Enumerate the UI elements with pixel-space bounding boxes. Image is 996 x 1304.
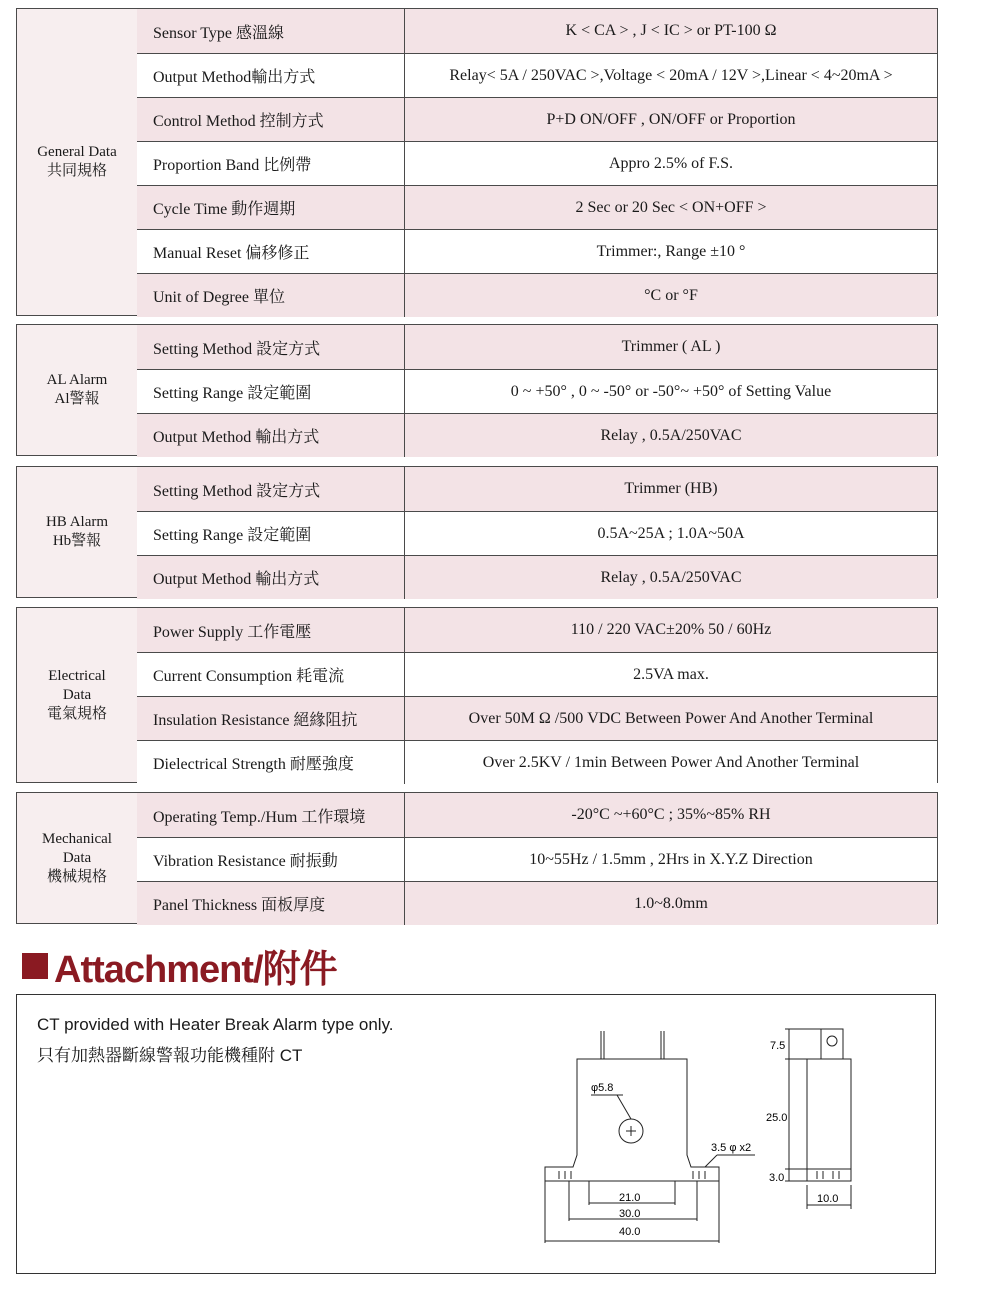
spec-value: 1.0~8.0mm [634,894,708,912]
spec-label: Current Consumption 耗電流 [137,653,405,696]
spec-row [137,467,937,511]
spec-row [137,511,937,555]
spec-row [137,608,937,652]
spec-row [137,97,937,141]
group-category-line: General Data [37,144,117,160]
spec-row [137,273,937,317]
spec-value: Trimmer (HB) [624,480,718,497]
dim-10-label: 10.0 [817,1193,839,1205]
spec-value: Over 2.5KV / 1min Between Power And Another Terminal [482,753,860,771]
spec-label: Setting Method 設定方式 [137,467,405,511]
spec-label: Sensor Type 感溫線 [137,9,405,53]
group-category-line: Data [62,686,92,703]
ct-front-body [545,1059,719,1181]
group-category [17,9,138,315]
spec-group [16,792,938,924]
spec-label: Unit of Degree 單位 [137,274,405,317]
spec-row [137,652,937,696]
spec-value: K < CA > , J < IC > or PT-100 Ω [565,22,777,39]
spec-label: Vibration Resistance 耐振動 [137,838,405,881]
group-category-line: Data [62,849,92,866]
ct-side-tab [821,1029,843,1059]
dim-30-label: 30.0 [619,1208,641,1220]
ct-dimension-drawing [17,995,937,1275]
spec-label: Setting Range 設定範圍 [137,512,405,555]
dim-21-label: 21.0 [619,1192,641,1204]
group-category-line: Mechanical [42,830,112,847]
spec-label: Dielectrical Strength 耐壓強度 [137,741,405,784]
group-category-line: 共同規格 [46,163,107,179]
group-category-line: Hb警報 [52,533,102,549]
spec-value: -20°C ~+60°C ; 35%~85% RH [571,806,771,823]
spec-row [137,881,937,925]
attachment-note-zh: 只有加熱器斷線警報功能機種附 CT [37,1046,303,1065]
spec-row [137,141,937,185]
spec-value: Trimmer:, Range ±10 ° [596,242,746,260]
spec-label: Proportion Band 比例帶 [137,142,405,185]
spec-row [137,53,937,97]
spec-value: °C or °F [644,286,698,304]
spec-label: Output Method 輸出方式 [137,556,405,599]
spec-value: 2.5VA max. [633,665,709,683]
dim-pins-label: 3.5 φ x2 [711,1142,752,1154]
ct-side-body [807,1059,851,1169]
group-category [17,793,138,923]
spec-label: Control Method 控制方式 [137,98,405,141]
attachment-heading-text: Attachment/附件 [54,949,337,991]
dim-hole-label: φ5.8 [591,1082,614,1094]
group-category-line: AL Alarm [46,372,108,388]
spec-label: Insulation Resistance 絕緣阻抗 [137,697,405,740]
spec-label: Setting Range 設定範圍 [137,370,405,413]
spec-label: Operating Temp./Hum 工作環境 [137,793,405,837]
group-category [17,608,138,782]
spec-label: Power Supply 工作電壓 [137,608,405,652]
spec-value: P+D ON/OFF , ON/OFF or Proportion [546,110,796,128]
spec-value: 0 ~ +50° , 0 ~ -50° or -50°~ +50° of Setting Value [510,382,832,400]
spec-value: 2 Sec or 20 Sec < ON+OFF > [575,198,767,216]
spec-value: Over 50M Ω /500 VDC Between Power And Another Terminal [468,709,874,727]
spec-value: Relay , 0.5A/250VAC [600,426,742,444]
dim-25-label: 25.0 [766,1112,788,1124]
dim-3-label: 3.0 [769,1172,785,1184]
spec-label: Manual Reset 偏移修正 [137,230,405,273]
group-category-line: Al警報 [54,391,100,407]
spec-value: Relay< 5A / 250VAC >,Voltage < 20mA / 12V >,Linear < 4~20mA > [449,66,893,84]
group-category [17,325,138,455]
spec-row [137,9,937,53]
spec-row [137,369,937,413]
spec-label: Output Method 輸出方式 [137,414,405,457]
group-category-line: HB Alarm [45,514,109,530]
group-category [17,467,138,597]
spec-group [16,8,938,316]
spec-value: Relay , 0.5A/250VAC [600,568,742,586]
spec-group [16,607,938,783]
dim-40-label: 40.0 [619,1226,641,1238]
attachment-box [16,994,936,1274]
dim-75-label: 7.5 [770,1040,786,1052]
spec-label: Setting Method 設定方式 [137,325,405,369]
spec-row [137,793,937,837]
spec-row [137,696,937,740]
attachment-note-en: CT provided with Heater Break Alarm type only. [37,1015,394,1034]
spec-label: Cycle Time 動作週期 [137,186,405,229]
spec-group [16,466,938,598]
spec-label: Panel Thickness 面板厚度 [137,882,405,925]
spec-row [137,229,937,273]
spec-row [137,325,937,369]
spec-value: 110 / 220 VAC±20% 50 / 60Hz [570,621,772,638]
heading-square-icon [22,953,48,979]
group-category-line: 電氣規格 [46,705,107,722]
spec-group [16,324,938,456]
attachment-heading [22,938,337,993]
spec-row [137,837,937,881]
spec-row [137,740,937,784]
spec-row [137,555,937,599]
group-category-line: Electrical [48,667,106,684]
spec-value: Trimmer ( AL ) [621,338,721,355]
spec-row [137,413,937,457]
spec-label: Output Method輸出方式 [137,54,405,97]
spec-value: Appro 2.5% of F.S. [608,154,734,172]
spec-row [137,185,937,229]
spec-value: 10~55Hz / 1.5mm , 2Hrs in X.Y.Z Direction [529,850,813,868]
spec-value: 0.5A~25A ; 1.0A~50A [597,524,745,542]
group-category-line: 機械規格 [46,868,107,885]
